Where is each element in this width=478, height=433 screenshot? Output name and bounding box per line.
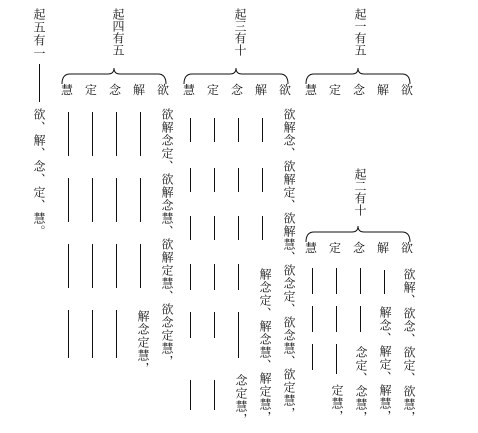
line (92, 112, 93, 156)
col-head-2-4: 欲 (400, 241, 413, 255)
list-5-0: 欲、解、念、定、慧。 (32, 108, 46, 238)
col-head-2-1: 定 (328, 241, 341, 255)
line (140, 178, 141, 222)
col-head-2-2: 念 (352, 241, 365, 255)
col-head-4-1: 定 (84, 83, 97, 97)
list-4-0: 欲解念定、欲解念慧、欲解定慧、欲念定慧， (160, 108, 174, 368)
line (92, 244, 93, 288)
line (92, 310, 93, 358)
group-title-3: 起三有十 (233, 8, 247, 56)
col-head-3-2: 念 (230, 83, 243, 97)
list-1-0: 欲解念、欲解定、欲解慧、欲念定、欲念慧、欲定慧， (282, 108, 296, 420)
col-head-2-3: 解 (376, 241, 389, 255)
col-head-4-0: 慧 (60, 83, 73, 97)
group-title-4: 起四有五 (111, 8, 125, 56)
line (68, 310, 69, 358)
col-head-3-1: 定 (206, 83, 219, 97)
line (39, 64, 40, 102)
list-1-2: 念定慧， (234, 374, 248, 426)
col-head-4-4: 欲 (156, 83, 169, 97)
col-head-1-3: 解 (376, 83, 389, 97)
col-head-2-0: 慧 (304, 241, 317, 255)
line (140, 112, 141, 156)
col-head-1-1: 定 (328, 83, 341, 97)
group-title-2: 起二有十 (353, 168, 367, 216)
list-2-2: 念定、念慧， (354, 346, 368, 424)
list-2-3: 定慧， (330, 384, 344, 423)
line (116, 310, 117, 358)
line (68, 244, 69, 288)
line (140, 244, 141, 288)
col-head-1-2: 念 (352, 83, 365, 97)
col-head-1-0: 慧 (304, 83, 317, 97)
list-2-0: 欲解、欲念、欲定、欲慧， (402, 268, 416, 424)
line (116, 112, 117, 156)
col-head-4-2: 念 (108, 83, 121, 97)
line (116, 244, 117, 288)
col-head-1-4: 欲 (400, 83, 413, 97)
line (68, 112, 69, 156)
line (68, 178, 69, 222)
group-title-1: 起一有五 (353, 8, 367, 56)
col-head-3-3: 解 (254, 83, 267, 97)
col-head-4-3: 解 (132, 83, 145, 97)
col-head-3-4: 欲 (278, 83, 291, 97)
col-head-3-0: 慧 (182, 83, 195, 97)
list-4-1: 解念定慧， (136, 310, 150, 375)
line (92, 178, 93, 222)
list-2-1: 解念、解定、解慧， (378, 306, 392, 423)
line (116, 178, 117, 222)
list-1-1: 解念定、解念慧、解定慧， (258, 268, 272, 424)
group-title-5: 起五有一 (32, 8, 46, 60)
